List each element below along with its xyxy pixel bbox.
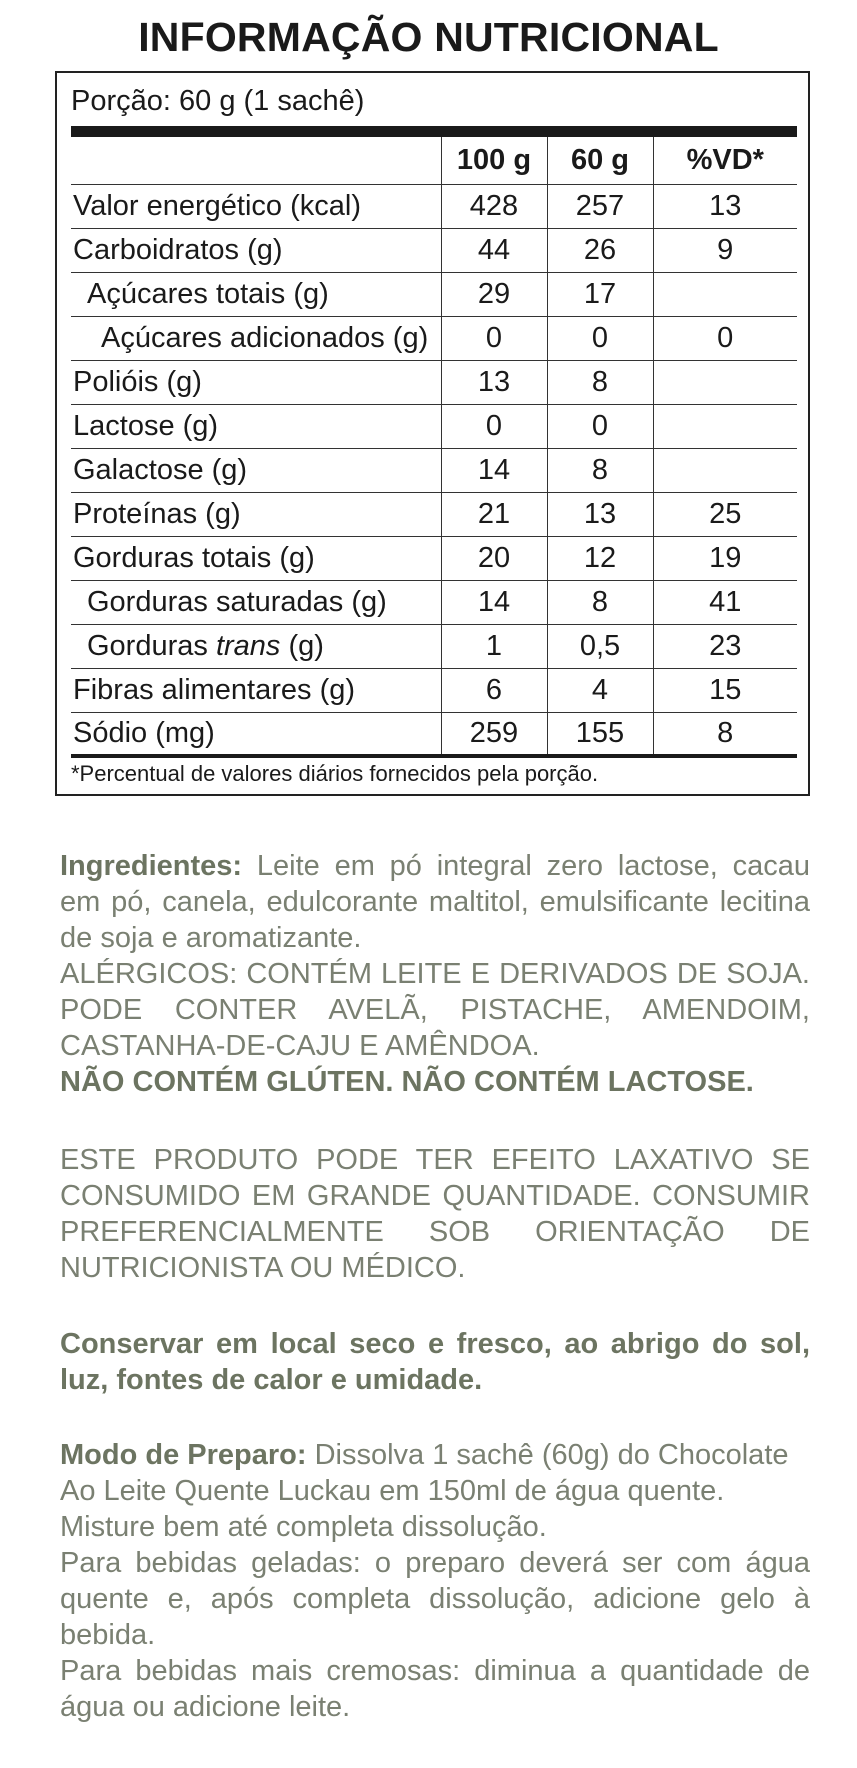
nutrient-label: Açúcares totais (g) bbox=[71, 272, 441, 316]
preparation-paragraph bbox=[60, 1437, 810, 1545]
nutrient-label: Gorduras saturadas (g) bbox=[71, 580, 441, 624]
value-100g: 1 bbox=[441, 624, 547, 668]
nutrient-label: Polióis (g) bbox=[71, 360, 441, 404]
laxative-warning: ESTE PRODUTO PODE TER EFEITO LAXATIVO SE CONSUMIDO EM GRANDE QUANTIDADE. CONSUMIR PREFERENCIALMENTE SOB ORIENTAÇÃO DE NUTRICIONISTA OU MÉDICO. bbox=[60, 1144, 810, 1284]
preparation-label: Modo de Preparo: bbox=[60, 1439, 307, 1471]
value-60g: 257 bbox=[547, 184, 653, 228]
table-row bbox=[71, 272, 797, 316]
storage-block bbox=[60, 1326, 810, 1398]
value-100g: 14 bbox=[441, 580, 547, 624]
ingredients-label: Ingredientes: bbox=[60, 850, 243, 882]
creamy-drinks-text: Para bebidas mais cremosas: diminua a quantidade de água ou adicione leite. bbox=[60, 1655, 810, 1723]
column-header: 100 g bbox=[441, 137, 547, 184]
value-100g: 259 bbox=[441, 712, 547, 756]
value-vd: 13 bbox=[653, 184, 797, 228]
value-100g: 44 bbox=[441, 228, 547, 272]
divider-bar bbox=[71, 126, 797, 137]
value-vd bbox=[653, 360, 797, 404]
nutrient-label: Proteínas (g) bbox=[71, 492, 441, 536]
table-row bbox=[71, 668, 797, 712]
value-60g: 8 bbox=[547, 448, 653, 492]
value-vd: 41 bbox=[653, 580, 797, 624]
value-vd bbox=[653, 404, 797, 448]
value-vd: 19 bbox=[653, 536, 797, 580]
allergens-text: ALÉRGICOS: CONTÉM LEITE E DERIVADOS DE SOJA. PODE CONTER AVELÃ, PISTACHE, AMENDOIM, CASTANHA-DE-CAJU E AMÊNDOA. bbox=[60, 958, 810, 1062]
value-60g: 155 bbox=[547, 712, 653, 756]
value-100g: 0 bbox=[441, 316, 547, 360]
value-60g: 17 bbox=[547, 272, 653, 316]
value-60g: 13 bbox=[547, 492, 653, 536]
value-60g: 12 bbox=[547, 536, 653, 580]
laxative-warning-block bbox=[60, 1142, 810, 1286]
value-vd: 8 bbox=[653, 712, 797, 756]
value-100g: 6 bbox=[441, 668, 547, 712]
table-row bbox=[71, 448, 797, 492]
label-italic-part: trans bbox=[215, 629, 281, 662]
column-header: 60 g bbox=[547, 137, 653, 184]
portion-size: Porção: 60 g (1 sachê) bbox=[71, 85, 365, 117]
value-100g: 20 bbox=[441, 536, 547, 580]
nutrient-label: Fibras alimentares (g) bbox=[71, 668, 441, 712]
nutrient-label: Gorduras totais (g) bbox=[71, 536, 441, 580]
value-100g: 0 bbox=[441, 404, 547, 448]
value-60g: 26 bbox=[547, 228, 653, 272]
value-60g: 0,5 bbox=[547, 624, 653, 668]
nutrient-label: Sódio (mg) bbox=[71, 712, 441, 756]
table-row bbox=[71, 360, 797, 404]
value-vd: 23 bbox=[653, 624, 797, 668]
nutrient-label: Açúcares adicionados (g) bbox=[71, 316, 441, 360]
value-100g: 14 bbox=[441, 448, 547, 492]
value-60g: 0 bbox=[547, 404, 653, 448]
table-row bbox=[71, 492, 797, 536]
ingredients-paragraph bbox=[60, 848, 810, 956]
table-row bbox=[71, 228, 797, 272]
value-100g: 21 bbox=[441, 492, 547, 536]
value-vd: 25 bbox=[653, 492, 797, 536]
nutrient-label: Carboidratos (g) bbox=[71, 228, 441, 272]
value-vd bbox=[653, 272, 797, 316]
table-row bbox=[71, 536, 797, 580]
table-row bbox=[71, 316, 797, 360]
nutrient-label: Galactose (g) bbox=[71, 448, 441, 492]
page-title: INFORMAÇÃO NUTRICIONAL bbox=[138, 14, 719, 60]
value-100g: 29 bbox=[441, 272, 547, 316]
nutrition-facts-panel bbox=[55, 71, 810, 796]
value-60g: 8 bbox=[547, 580, 653, 624]
storage-instructions: Conservar em local seco e fresco, ao abrigo do sol, luz, fontes de calor e umidade. bbox=[60, 1328, 810, 1396]
nutrient-label: Lactose (g) bbox=[71, 404, 441, 448]
value-60g: 4 bbox=[547, 668, 653, 712]
value-vd: 9 bbox=[653, 228, 797, 272]
nutrient-label bbox=[71, 624, 441, 668]
value-vd bbox=[653, 448, 797, 492]
footnote: *Percentual de valores diários fornecidos pela porção. bbox=[71, 761, 599, 786]
table-row bbox=[71, 624, 797, 668]
value-60g: 0 bbox=[547, 316, 653, 360]
nutrition-table bbox=[71, 137, 797, 758]
preparation-text: Dissolva 1 sachê (60g) do Chocolate Ao Leite Quente Luckau em 150ml de água quente. Misture bem até completa dissolução. bbox=[60, 1439, 789, 1543]
table-header-row bbox=[71, 137, 797, 184]
cold-drinks-text: Para bebidas geladas: o preparo deverá ser com água quente e, após completa dissolução, adicione gelo à bebida. bbox=[60, 1547, 810, 1651]
table-row bbox=[71, 184, 797, 228]
value-60g: 8 bbox=[547, 360, 653, 404]
table-row bbox=[71, 404, 797, 448]
gluten-lactose-notice: NÃO CONTÉM GLÚTEN. NÃO CONTÉM LACTOSE. bbox=[60, 1066, 754, 1098]
nutrient-label: Valor energético (kcal) bbox=[71, 184, 441, 228]
label-part: Gorduras bbox=[87, 629, 216, 662]
preparation-block bbox=[60, 1437, 810, 1725]
table-row bbox=[71, 580, 797, 624]
ingredients-block bbox=[60, 848, 810, 1100]
table-row bbox=[71, 712, 797, 756]
value-vd: 0 bbox=[653, 316, 797, 360]
ingredients-text: Leite em pó integral zero lactose, cacau em pó, canela, edulcorante maltitol, emulsificante lecitina de soja e aromatizante. bbox=[60, 850, 810, 954]
header-empty-cell bbox=[71, 137, 441, 184]
value-vd: 15 bbox=[653, 668, 797, 712]
value-100g: 428 bbox=[441, 184, 547, 228]
value-100g: 13 bbox=[441, 360, 547, 404]
label-part: (g) bbox=[280, 629, 324, 662]
column-header: %VD* bbox=[653, 137, 797, 184]
